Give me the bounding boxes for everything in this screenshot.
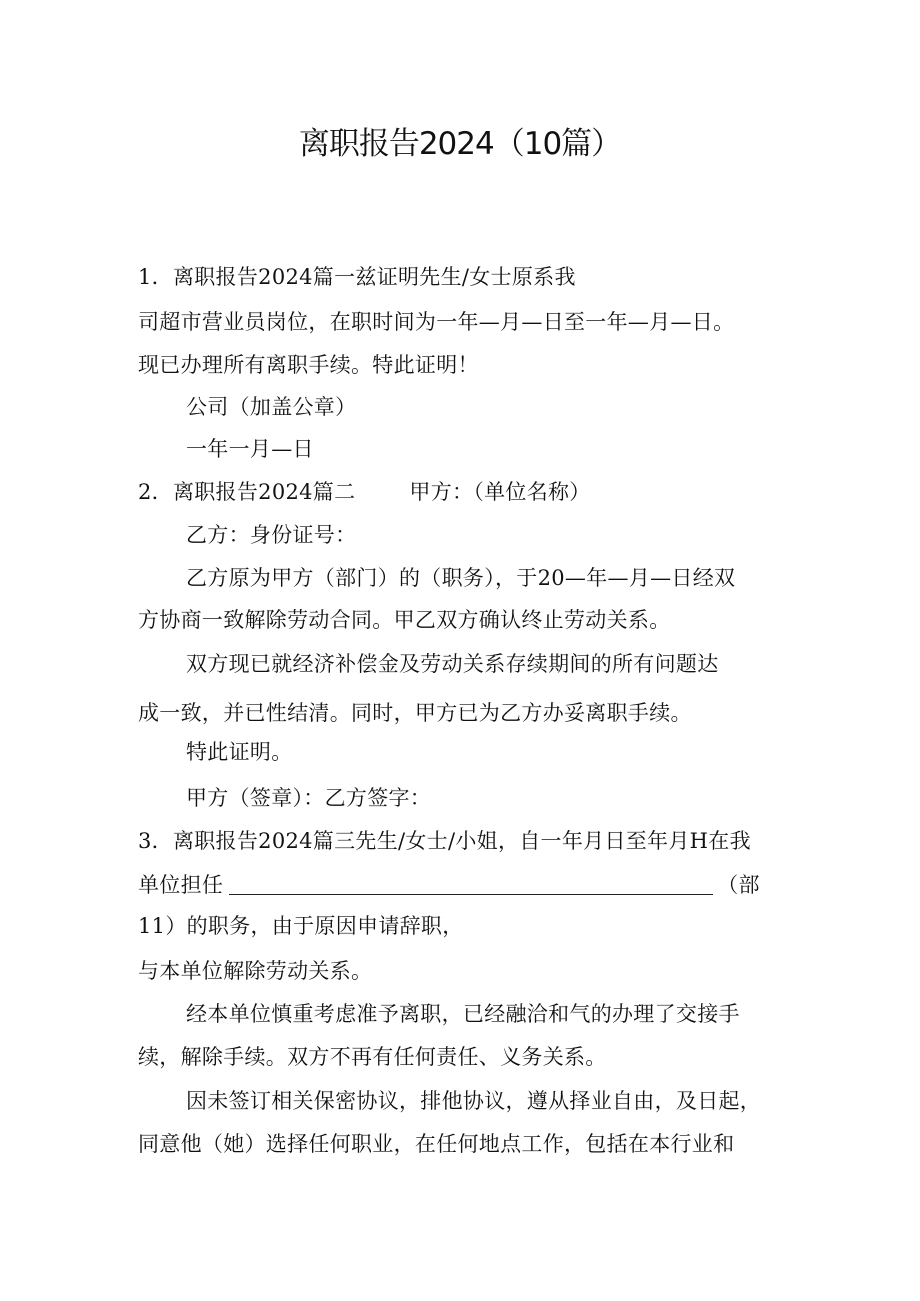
paragraph-line: 公司（加盖公章）	[186, 395, 357, 419]
paragraph-line: 特此证明。	[186, 740, 293, 764]
paragraph-line: 乙方原为甲方（部门）的（职务），于20—年—月—日经双	[186, 566, 736, 590]
paragraph-line: 一年一月—日	[186, 437, 314, 461]
paragraph-line: 与本单位解除劳动关系。	[138, 959, 373, 983]
department-label: （部	[717, 873, 760, 897]
paragraph-line: 1．离职报告2024篇一兹证明先生/女士原系我	[138, 265, 576, 289]
paragraph-line: 3．离职报告2024篇三先生/女士/小姐，自一年月日至年月H在我	[138, 829, 751, 853]
paragraph-line: 同意他（她）选择任何职业，在任何地点工作，包括在本行业和	[138, 1132, 735, 1156]
section-heading: 2．离职报告2024篇二	[138, 480, 356, 504]
position-label: 单位担任	[138, 873, 224, 897]
paragraph-line	[138, 477, 591, 507]
paragraph-line: 因未签订相关保密协议，排他协议，遵从择业自由，及日起，	[186, 1089, 762, 1113]
fill-in-blank	[229, 874, 713, 895]
paragraph-line: 续，解除手续。双方不再有任何责任、义务关系。	[138, 1045, 607, 1069]
paragraph-line	[138, 870, 760, 900]
paragraph-line: 现已办理所有离职手续。特此证明！	[138, 353, 479, 377]
paragraph-line: 成一致，并已性结清。同时，甲方已为乙方办妥离职手续。	[138, 701, 692, 725]
paragraph-line: 乙方：身份证号：	[186, 523, 357, 547]
paragraph-line: 经本单位慎重考虑准予离职，已经融洽和气的办理了交接手	[186, 1002, 740, 1026]
party-a-label: 甲方：（单位名称）	[409, 480, 591, 504]
document-title: 离职报告2024（10篇）	[298, 126, 622, 162]
paragraph-line: 甲方（签章）：乙方签字：	[186, 786, 432, 810]
paragraph-line: 双方现已就经济补偿金及劳动关系存续期间的所有问题达	[186, 652, 719, 676]
paragraph-line: 方协商一致解除劳动合同。甲乙双方确认终止劳动关系。	[138, 608, 671, 632]
paragraph-line: 司超市营业员岗位，在职时间为一年—月—日至一年—月—日。	[138, 310, 735, 334]
paragraph-line: 11）的职务，由于原因申请辞职，	[138, 914, 464, 938]
